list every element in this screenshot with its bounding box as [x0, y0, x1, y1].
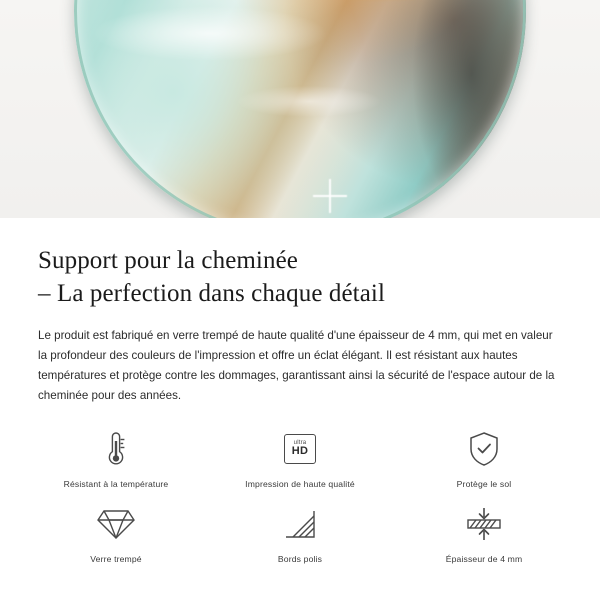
shield-check-icon [467, 428, 501, 470]
feature-item-polished-edges [208, 503, 392, 564]
badge-big-text: HD [291, 445, 309, 458]
headline-line-2: – La perfection dans chaque détail [38, 280, 385, 307]
headline-line-1: Support pour la cheminée [38, 247, 298, 274]
feature-label: Protège le sol [456, 478, 512, 489]
feature-label: Résistant à la température [63, 478, 169, 489]
polished-edges-icon [283, 503, 317, 545]
thickness-arrows-icon [464, 503, 504, 545]
thermometer-icon [103, 428, 129, 470]
hero-image [0, 0, 600, 218]
description-paragraph: Le produit est fabriqué en verre trempé de haute qualité d'une épaisseur de 4 mm, qui met en valeur la profondeur des couleurs de l'impression et offre un éclat élégant. Il est résistant aux hautes températures et protège contre les dommages, garantissant ainsi la sécurité de l'espace autour de la cheminée pour des années. [38, 329, 555, 402]
page-title [38, 244, 562, 310]
feature-grid [0, 428, 600, 564]
feature-label: Épaisseur de 4 mm [445, 553, 523, 564]
feature-item-tempered-glass [24, 503, 208, 564]
ultra-hd-badge-icon [284, 428, 316, 470]
feature-item-temperature [24, 428, 208, 489]
feature-item-thickness [392, 503, 576, 564]
badge-small-text: ultra [293, 440, 307, 447]
feature-item-print-quality [208, 428, 392, 489]
diamond-icon [96, 503, 136, 545]
feature-label: Impression de haute qualité [245, 478, 355, 489]
feature-label: Verre trempé [90, 553, 142, 564]
round-glass-panel-image [74, 0, 526, 218]
content-block [0, 218, 600, 406]
feature-label: Bords polis [277, 553, 323, 564]
feature-item-floor-protection [392, 428, 576, 489]
